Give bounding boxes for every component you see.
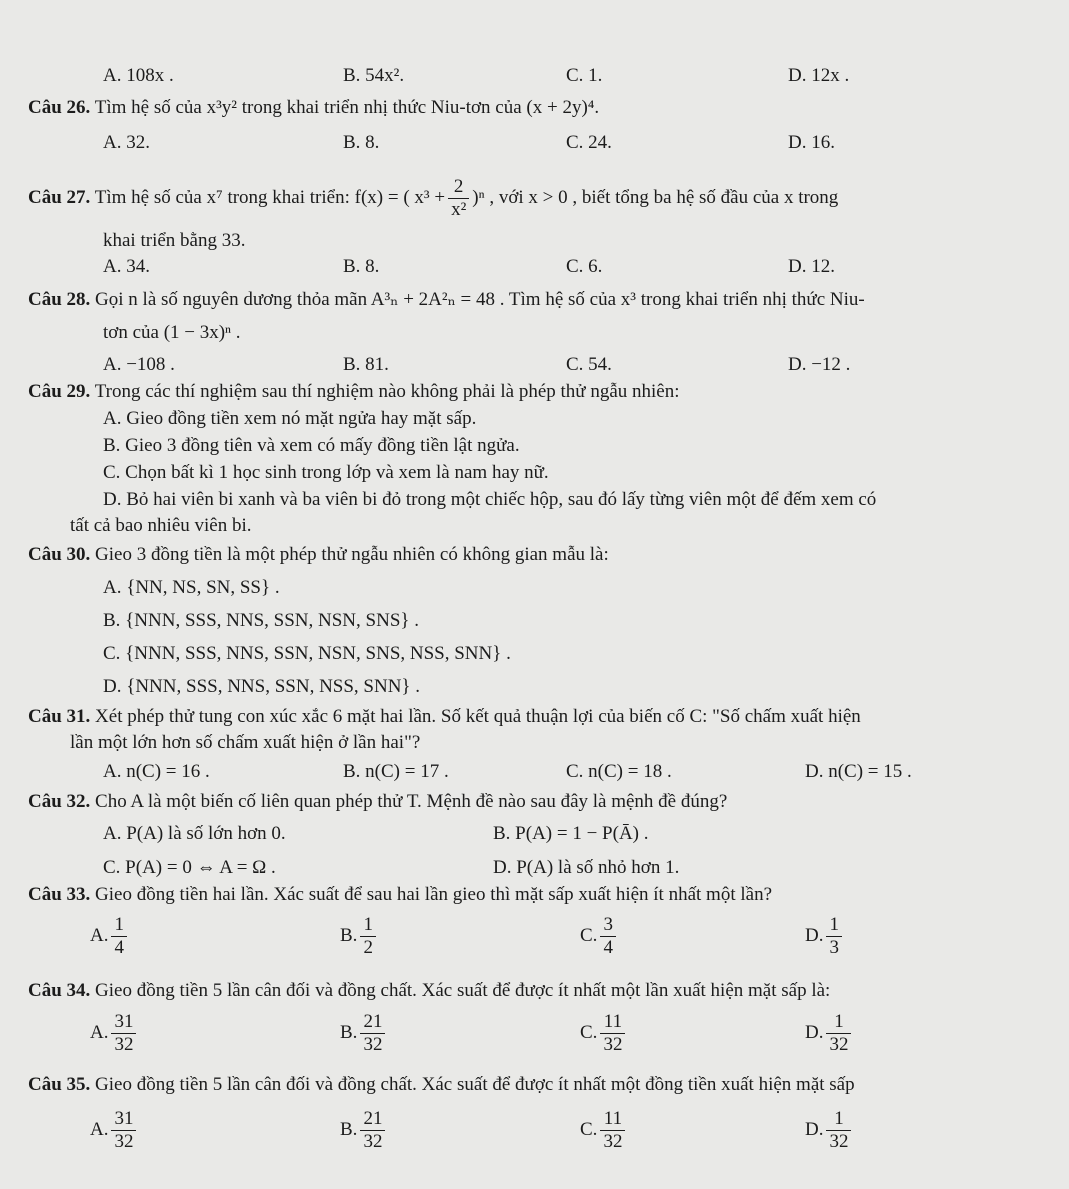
question-31: [28, 705, 861, 729]
question-text: Tìm hệ số của x³y² trong khai triển nhị thức Niu-tơn của (x + 2y)⁴.: [94, 97, 600, 118]
fraction-denominator: 4: [114, 937, 124, 958]
fraction-denominator: 32: [114, 1131, 134, 1152]
formula-fx: [354, 176, 490, 220]
q32-option-c: C. P(A) = 0 ⇔ A = Ω .: [103, 857, 276, 878]
q29-option-a: A. Gieo đồng tiền xem nó mặt ngửa hay mặt sấp.: [103, 408, 477, 429]
fraction-numerator: 1: [826, 1011, 851, 1034]
question-text-cont: , với x > 0 , biết tổng ba hệ số đầu của x trong: [489, 186, 839, 208]
fraction-denominator: 32: [829, 1034, 849, 1055]
q26-option-d: D. 16.: [788, 132, 835, 153]
fraction: [360, 914, 376, 959]
q33-option-c: [580, 914, 619, 959]
fraction-numerator: 1: [360, 914, 376, 937]
option-label: C.: [580, 1021, 598, 1043]
fraction-denominator: 32: [363, 1131, 383, 1152]
fraction: [360, 1011, 385, 1056]
fraction-numerator: 11: [600, 1108, 625, 1131]
fraction-denominator: x²: [451, 199, 467, 220]
fraction-numerator: 1: [826, 1108, 851, 1131]
question-label: Câu 26.: [28, 97, 91, 118]
top-option-d: D. 12x .: [788, 65, 850, 86]
fraction-numerator: 1: [111, 914, 127, 937]
q29-option-d: D. Bỏ hai viên bi xanh và ba viên bi đỏ trong một chiếc hộp, sau đó lấy từng viên một để đếm xem có: [103, 489, 877, 510]
option-label: A.: [90, 1021, 109, 1043]
question-33: [28, 883, 772, 907]
question-text: Tìm hệ số của x⁷ trong khai triển:: [94, 186, 350, 208]
top-option-a: A. 108x .: [103, 65, 174, 86]
q28-option-b: B. 81.: [343, 354, 389, 375]
fraction: [826, 1011, 851, 1056]
fraction-denominator: 32: [603, 1034, 623, 1055]
q26-option-b: B. 8.: [343, 132, 380, 153]
fraction-denominator: 32: [603, 1131, 623, 1152]
fraction: [111, 914, 127, 959]
fraction: [826, 1108, 851, 1153]
q30-option-c: C. {NNN, SSS, NNS, SSN, NSN, SNS, NSS, SNN} .: [103, 643, 511, 664]
option-label: D.: [805, 1021, 824, 1043]
q33-option-a: [90, 914, 130, 959]
q30-option-d: D. {NNN, SSS, NNS, SSN, NSS, SNN} .: [103, 676, 421, 697]
q31-option-a: A. n(C) = 16 .: [103, 761, 210, 782]
q32-option-d: D. P(A) là số nhỏ hơn 1.: [493, 857, 680, 878]
option-label: C.: [580, 1118, 598, 1140]
fraction-numerator: 1: [826, 914, 842, 937]
question-label: Câu 28.: [28, 289, 91, 310]
q34-option-a: [90, 1011, 139, 1056]
fraction: [600, 1011, 625, 1056]
question-label: Câu 27.: [28, 186, 91, 208]
option-label: D.: [805, 1118, 824, 1140]
q29-option-d-cont: tất cả bao nhiêu viên bi.: [70, 515, 252, 536]
question-26: [28, 96, 599, 120]
question-text: Gieo đồng tiền 5 lần cân đối và đồng chất. Xác suất để được ít nhất một lần xuất hiện mặt sấp là:: [95, 980, 831, 1001]
fraction-numerator: 21: [360, 1011, 385, 1034]
fraction-numerator: 3: [600, 914, 616, 937]
q30-option-a: A. {NN, NS, SN, SS} .: [103, 577, 280, 598]
q33-option-d: [805, 914, 845, 959]
question-label: Câu 32.: [28, 791, 91, 812]
q27-option-c: C. 6.: [566, 256, 603, 277]
question-text: Gọi n là số nguyên dương thỏa mãn A³ₙ + 2A²ₙ = 48 . Tìm hệ số của x³ trong khai triển nhị thức Niu-: [95, 289, 865, 310]
q35-option-a: [90, 1108, 139, 1153]
question-text: Gieo đồng tiền 5 lần cân đối và đồng chất. Xác suất để được ít nhất một đồng tiền xuất hiện mặt sấp: [95, 1074, 855, 1095]
fraction-numerator: 21: [360, 1108, 385, 1131]
q34-option-c: [580, 1011, 628, 1056]
q35-option-c: [580, 1108, 628, 1153]
question-text: Gieo 3 đồng tiền là một phép thử ngẫu nhiên có không gian mẫu là:: [95, 544, 609, 565]
q26-option-a: A. 32.: [103, 132, 150, 153]
fraction: [448, 176, 469, 221]
q28-option-a: A. −108 .: [103, 354, 175, 375]
option-label: B.: [340, 924, 358, 946]
q32-option-b: B. P(A) = 1 − P(Ā) .: [493, 823, 649, 844]
question-text: Cho A là một biến cố liên quan phép thử T. Mệnh đề nào sau đây là mệnh đề đúng?: [95, 791, 728, 812]
question-label: Câu 29.: [28, 381, 91, 402]
option-label: C.: [580, 924, 598, 946]
fraction: [600, 1108, 625, 1153]
fraction: [360, 1108, 385, 1153]
q32-option-a: A. P(A) là số lớn hơn 0.: [103, 823, 286, 844]
fraction: [826, 914, 842, 959]
fraction-denominator: 4: [603, 937, 613, 958]
fraction-numerator: 31: [111, 1108, 136, 1131]
question-text: Gieo đồng tiền hai lần. Xác suất để sau hai lần gieo thì mặt sấp xuất hiện ít nhất một lần?: [95, 884, 773, 905]
q35-option-b: [340, 1108, 388, 1153]
question-label: Câu 30.: [28, 544, 91, 565]
fraction-numerator: 11: [600, 1011, 625, 1034]
question-label: Câu 34.: [28, 980, 91, 1001]
fraction-denominator: 3: [829, 937, 839, 958]
q26-option-c: C. 24.: [566, 132, 612, 153]
top-option-c: C. 1.: [566, 65, 603, 86]
question-28: [28, 288, 865, 312]
question-32: [28, 790, 727, 814]
q28-option-c: C. 54.: [566, 354, 612, 375]
question-29: [28, 380, 680, 404]
question-34: [28, 979, 830, 1003]
q34-option-d: [805, 1011, 854, 1056]
fraction-denominator: 32: [114, 1034, 134, 1055]
fraction-denominator: 32: [829, 1131, 849, 1152]
question-label: Câu 35.: [28, 1074, 91, 1095]
question-35: [28, 1073, 855, 1097]
question-label: Câu 31.: [28, 706, 91, 727]
formula-left: f(x) = ( x³ +: [354, 186, 446, 208]
q27-option-a: A. 34.: [103, 256, 150, 277]
q28-option-d: D. −12 .: [788, 354, 851, 375]
fraction-denominator: 2: [363, 937, 373, 958]
question-label: Câu 33.: [28, 884, 91, 905]
question-27-line2: khai triển bằng 33.: [103, 230, 246, 251]
q29-option-c: C. Chọn bất kì 1 học sinh trong lớp và xem là nam hay nữ.: [103, 462, 549, 483]
fraction: [111, 1108, 136, 1153]
question-30: [28, 543, 609, 567]
option-label: B.: [340, 1021, 358, 1043]
q31-option-d: D. n(C) = 15 .: [805, 761, 912, 782]
fraction: [600, 914, 616, 959]
fraction-denominator: 32: [363, 1034, 383, 1055]
option-label: D.: [805, 924, 824, 946]
q27-option-b: B. 8.: [343, 256, 380, 277]
formula-right: )ⁿ: [472, 186, 485, 208]
question-31-line2: lần một lớn hơn số chấm xuất hiện ở lần hai"?: [70, 732, 421, 753]
option-label: A.: [90, 1118, 109, 1140]
q35-option-d: [805, 1108, 854, 1153]
q29-option-b: B. Gieo 3 đồng tiên và xem có mấy đồng tiền lật ngửa.: [103, 435, 520, 456]
q31-option-c: C. n(C) = 18 .: [566, 761, 672, 782]
q31-option-b: B. n(C) = 17 .: [343, 761, 449, 782]
fraction-numerator: 31: [111, 1011, 136, 1034]
option-label: A.: [90, 924, 109, 946]
question-text: Xét phép thử tung con xúc xắc 6 mặt hai lần. Số kết quả thuận lợi của biến cố C: "Số chấm xuất hiện: [95, 706, 861, 727]
fraction-numerator: 2: [448, 176, 469, 199]
question-27: [28, 176, 838, 221]
option-label: B.: [340, 1118, 358, 1140]
question-28-line2: tơn của (1 − 3x)ⁿ .: [103, 322, 241, 343]
q27-option-d: D. 12.: [788, 256, 835, 277]
q33-option-b: [340, 914, 379, 959]
question-text: Trong các thí nghiệm sau thí nghiệm nào không phải là phép thử ngẫu nhiên:: [94, 381, 680, 402]
fraction: [111, 1011, 136, 1056]
top-option-b: B. 54x².: [343, 65, 405, 86]
q30-option-b: B. {NNN, SSS, NNS, SSN, NSN, SNS} .: [103, 610, 420, 631]
q34-option-b: [340, 1011, 388, 1056]
